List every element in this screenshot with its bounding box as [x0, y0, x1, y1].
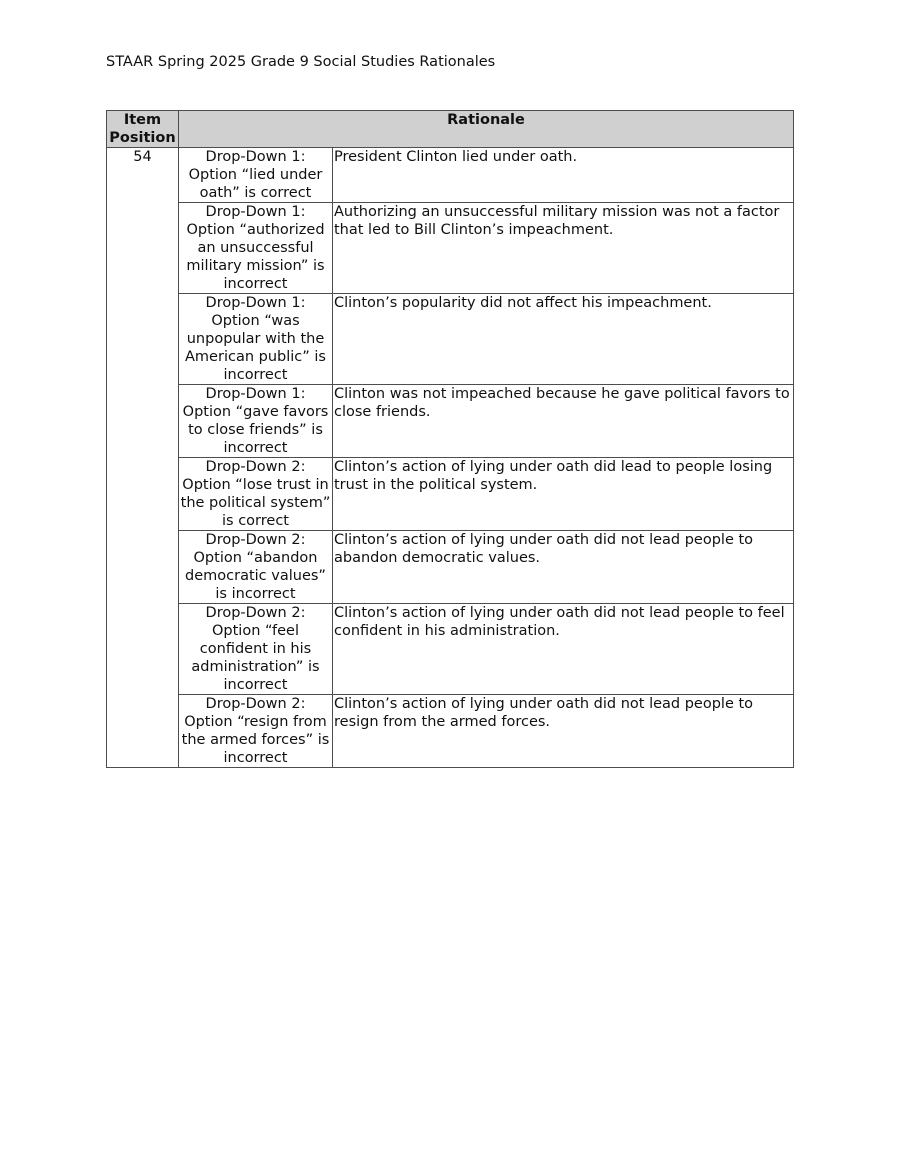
option-cell: Drop-Down 1: Option “lied under oath” is correct — [179, 148, 333, 203]
option-cell: Drop-Down 1: Option “gave favors to close friends” is incorrect — [179, 385, 333, 458]
option-cell: Drop-Down 1: Option “authorized an unsuccessful military mission” is incorrect — [179, 203, 333, 294]
table-row — [107, 148, 794, 203]
option-cell: Drop-Down 2: Option “abandon democratic values” is incorrect — [179, 531, 333, 604]
rationale-cell: Clinton was not impeached because he gave political favors to close friends. — [333, 385, 794, 458]
option-cell: Drop-Down 2: Option “resign from the armed forces” is incorrect — [179, 695, 333, 768]
option-cell: Drop-Down 1: Option “was unpopular with the American public” is incorrect — [179, 294, 333, 385]
rationale-cell: Clinton’s action of lying under oath did not lead people to resign from the armed forces. — [333, 695, 794, 768]
item-position-header: Item Position — [107, 111, 179, 148]
table-row — [107, 458, 794, 531]
table-row — [107, 531, 794, 604]
table-row — [107, 604, 794, 695]
rationale-cell: Clinton’s action of lying under oath did lead to people losing trust in the political system. — [333, 458, 794, 531]
rationale-header: Rationale — [179, 111, 794, 148]
rationale-cell: Clinton’s action of lying under oath did not lead people to abandon democratic values. — [333, 531, 794, 604]
table-row — [107, 385, 794, 458]
rationale-table — [106, 110, 794, 768]
rationale-cell: Clinton’s popularity did not affect his impeachment. — [333, 294, 794, 385]
rationale-cell: President Clinton lied under oath. — [333, 148, 794, 203]
table-row — [107, 695, 794, 768]
option-cell: Drop-Down 2: Option “lose trust in the political system” is correct — [179, 458, 333, 531]
option-cell: Drop-Down 2: Option “feel confident in his administration” is incorrect — [179, 604, 333, 695]
rationale-cell: Clinton’s action of lying under oath did not lead people to feel confident in his administration. — [333, 604, 794, 695]
page-header: STAAR Spring 2025 Grade 9 Social Studies Rationales — [106, 54, 496, 70]
table-row — [107, 294, 794, 385]
table-header-row — [107, 111, 794, 148]
table-row — [107, 203, 794, 294]
rationale-cell: Authorizing an unsuccessful military mission was not a factor that led to Bill Clinton’s impeachment. — [333, 203, 794, 294]
item-position-cell: 54 — [107, 148, 179, 768]
